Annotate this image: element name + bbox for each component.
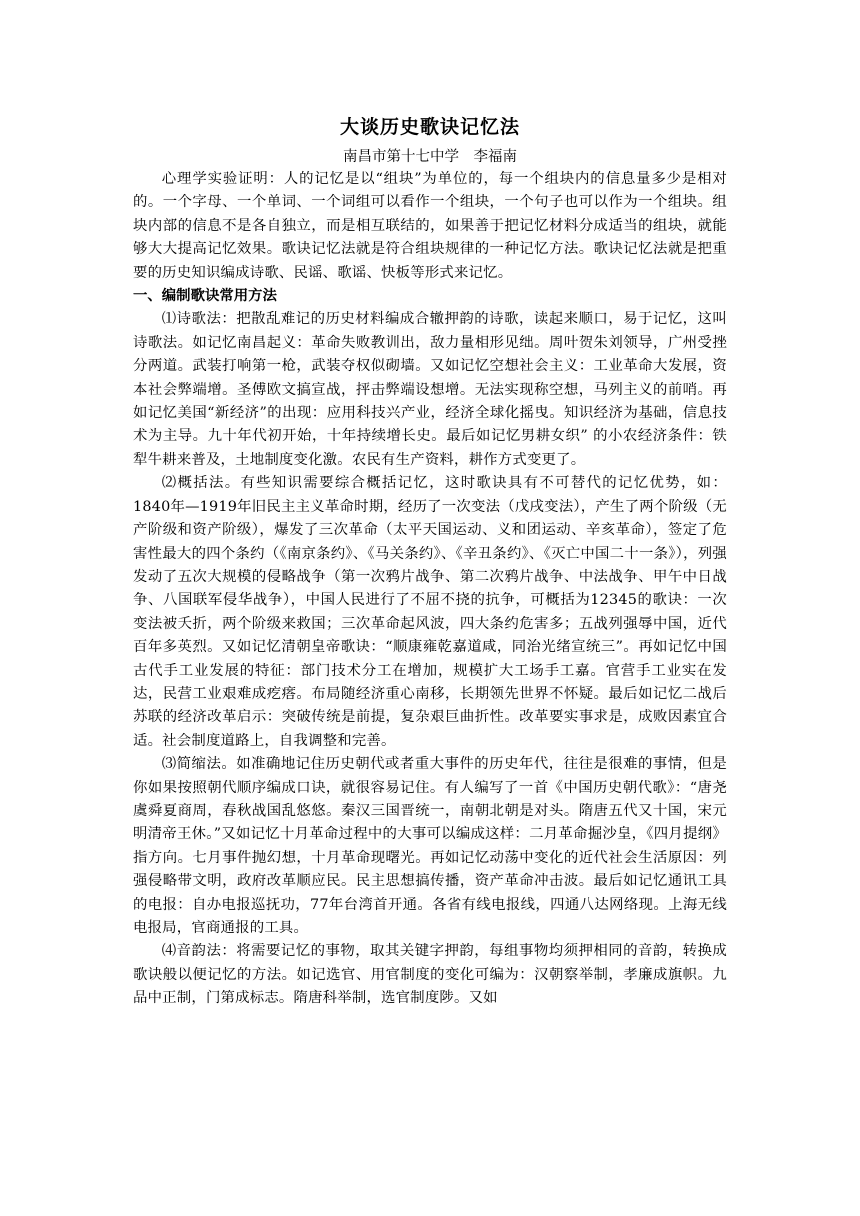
document-page [133,108,727,1011]
method-rhyme-paragraph: ⑷音韵法：将需要记忆的事物，取其关键字押韵，每组事物均须押相同的音韵，转换成歌诀般以便记忆的方法。如记选官、用官制度的变化可编为：汉朝察举制，孝廉成旗帜。九品中正制，门第成标志。隋唐科举制，选官制度陟。又如 [133,943,727,1007]
method-summary-paragraph: ⑵概括法。有些知识需要综合概括记忆，这时歌诀具有不可替代的记忆优势，如： 1840年—1919年旧民主主义革命时期，经历了一次变法（戊戌变法），产生了两个阶级（无产阶级和资产阶级），爆发了三次革命（太平天国运动、义和团运动、辛亥革命），签定了危害性最大的四个条约（《南京条约》、《马关条约》、《辛丑条约》、《灭亡中国二十一条》），列强发动了五次大规模的侵略战争（第一次鸦片战争、第二次鸦片战争、中法战争、甲午中日战争、八国联军侵华战争），中国人民进行了不屈不挠的抗争，可概括为12345的歌诀：一次变法被夭折，两个阶级来救国；三次革命起风波，四大条约危害多；五战列强辱中国，近代百年多英烈。又如记忆清朝皇帝歌诀：“顺康雍乾嘉道咸，同治光绪宣统三”。再如记忆中国古代手工业发展的特征：部门技术分工在增加，规模扩大工场手工嘉。官营手工业实在发达，民营工业艰难成疙瘩。布局随经济重心南移，长期领先世界不怀疑。最后如记忆二战后苏联的经济改革启示：突破传统是前提，复杂艰巨曲折性。改革要实事求是，成败因素宜合适。社会制度道路上，自我调整和完善。 [133,475,727,749]
method-poetry-paragraph: ⑴诗歌法：把散乱难记的历史材料编成合辙押韵的诗歌，读起来顺口，易于记忆，这叫诗歌法。如记忆南昌起义：革命失败教训出，敌力量相形见绌。周叶贺朱刘领导，广州受挫分两道。武装打响第一枪，武装夺权似砌墙。又如记忆空想社会主义：工业革命大发展，资本社会弊端增。圣傅欧文搞宣战，抨击弊端设想增。无法实现称空想，马列主义的前哨。再如记忆美国“新经济”的出现：应用科技兴产业，经济全球化摇曳。知识经济为基础，信息技术为主导。九十年代初开始，十年持续增长史。最后如记忆男耕女织” 的小农经济条件：铁犁牛耕来普及，土地制度变化激。农民有生产资料，耕作方式变更了。 [133,311,727,468]
author-line: 南昌市第十七中学 李福南 [343,149,517,165]
document-title: 大谈历史歌诀记忆法 [339,116,520,138]
intro-paragraph: 心理学实验证明：人的记忆是以“组块”为单位的，每一个组块内的信息量多少是相对的。一个字母、一个单词、一个词组可以看作一个组块，一个句子也可以作为一个组块。组块内部的信息不是各自独立，而是相互联结的，如果善于把记忆材料分成适当的组块，就能够大大提高记忆效果。歌诀记忆法就是符合组块规律的一种记忆方法。歌诀记忆法就是把重要的历史知识编成诗歌、民谣、歌谣、快板等形式来记忆。 [133,171,727,281]
method-abbreviation-paragraph: ⑶简缩法。如准确地记住历史朝代或者重大事件的历史年代，往往是很难的事情，但是你如果按照朝代顺序编成口诀，就很容易记住。有人编写了一首《中国历史朝代歌》：“唐尧虞舜夏商周，春秋战国乱悠悠。秦汉三国晋统一，南朝北朝是对头。隋唐五代又十国，宋元明清帝王休。”又如记忆十月革命过程中的大事可以编成这样：二月革命掘沙皇，《四月提纲》指方向。七月事件抛幻想，十月革命现曙光。再如记忆动荡中变化的近代社会生活原因：列强侵略带文明，政府改革顺应民。民主思想搞传播，资产革命冲击波。最后如记忆通讯工具的电报：自办电报巡抚功，77年台湾首开通。各省有线电报线，四通八达网络现。上海无线电报局，官商通报的工具。 [133,756,727,936]
section-heading: 一、编制歌诀常用方法 [133,288,277,305]
